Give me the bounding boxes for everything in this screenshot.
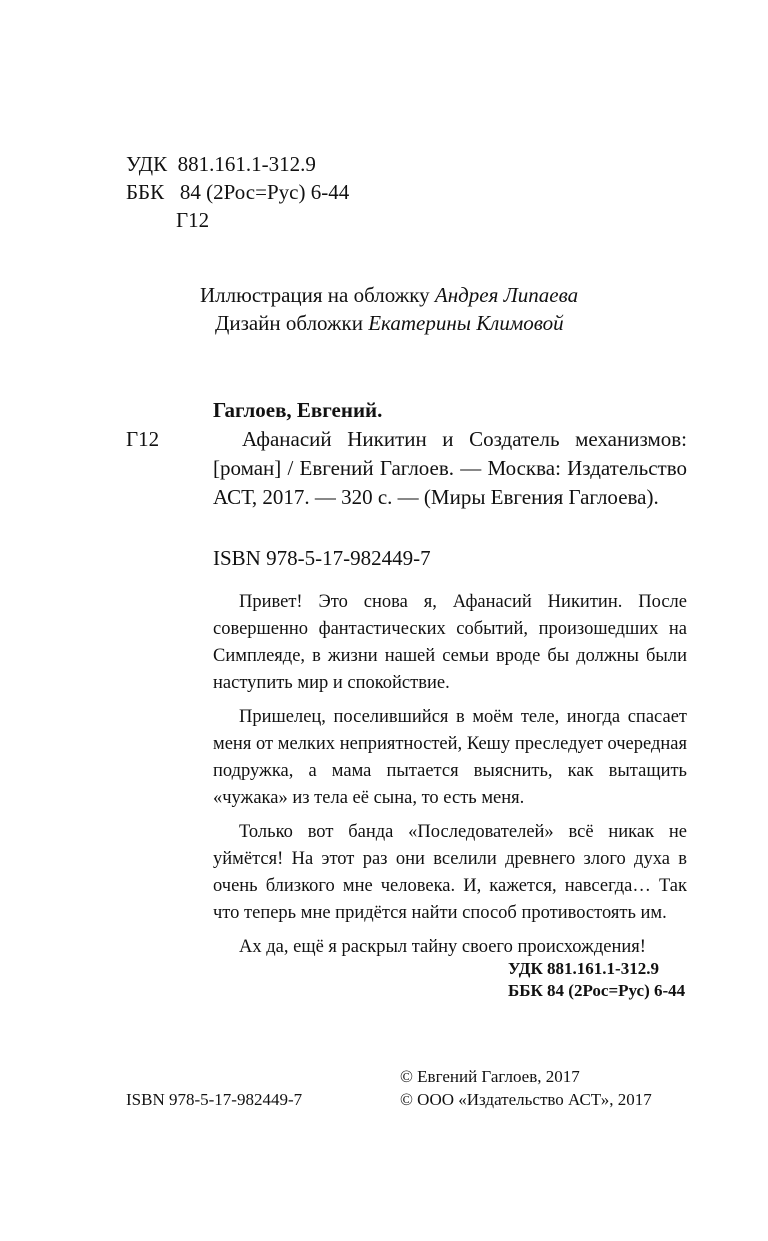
author-mark-top: Г12 [176, 208, 210, 232]
bbk-label: ББК [126, 180, 165, 204]
annotation-paragraph: Пришелец, поселившийся в моём теле, иногда спасает меня от мелких неприятностей, Кешу преследует очередная подружка, а мама пытается выяснить, как вытащить «чужака» из тела её сына, то есть меня. [213, 707, 687, 808]
designer-name: Екатерины Климовой [368, 311, 564, 335]
index-bbk: ББК 84 (2Рос=Рус) 6-44 [508, 981, 686, 1000]
bibliographic-description: Афанасий Никитин и Создатель механизмов: [роман] / Евгений Гаглоев. — Москва: Издательство АСТ, 2017. — 320 с. — (Миры Евгения Гаглоева). [213, 427, 687, 509]
annotation [213, 589, 687, 968]
bbk-value: 84 (2Рос=Рус) 6-44 [179, 180, 350, 204]
author-heading: Гаглоев, Евгений. [213, 398, 383, 422]
index-udk: УДК 881.161.1-312.9 [508, 959, 659, 978]
author-mark: Г12 [126, 427, 160, 451]
annotation-paragraph: Только вот банда «Последователей» всё никак не уймётся! На этот раз они вселили древнего злого духа в очень близкого мне человека. И, кажется, навсегда… Так что теперь мне придётся найти способ противостоять им. [213, 822, 687, 923]
udk-label: УДК [126, 152, 168, 176]
illustrator-name: Андрея Липаева [434, 283, 579, 307]
bbk-line [126, 178, 349, 207]
udk-line [126, 150, 316, 179]
copyright-author: © Евгений Гаглоев, 2017 [400, 1067, 580, 1086]
footer-isbn: ISBN 978-5-17-982449-7 [126, 1090, 303, 1109]
design-credit [215, 309, 635, 338]
illustration-credit [200, 281, 620, 310]
udk-value: 881.161.1-312.9 [177, 152, 316, 176]
annotation-paragraph: Привет! Это снова я, Афанасий Никитин. После совершенно фантастических событий, произошедших на Симплеяде, в жизни нашей семьи вроде бы должны были наступить мир и спокойствие. [213, 592, 687, 693]
annotation-paragraph: Ах да, ещё я раскрыл тайну своего происхождения! [239, 937, 646, 957]
isbn-record: ISBN 978-5-17-982449-7 [213, 546, 431, 570]
design-credit-label: Дизайн обложки [215, 311, 363, 335]
copyright-publisher: © ООО «Издательство АСТ», 2017 [400, 1090, 652, 1109]
illustration-credit-label: Иллюстрация на обложку [200, 283, 430, 307]
